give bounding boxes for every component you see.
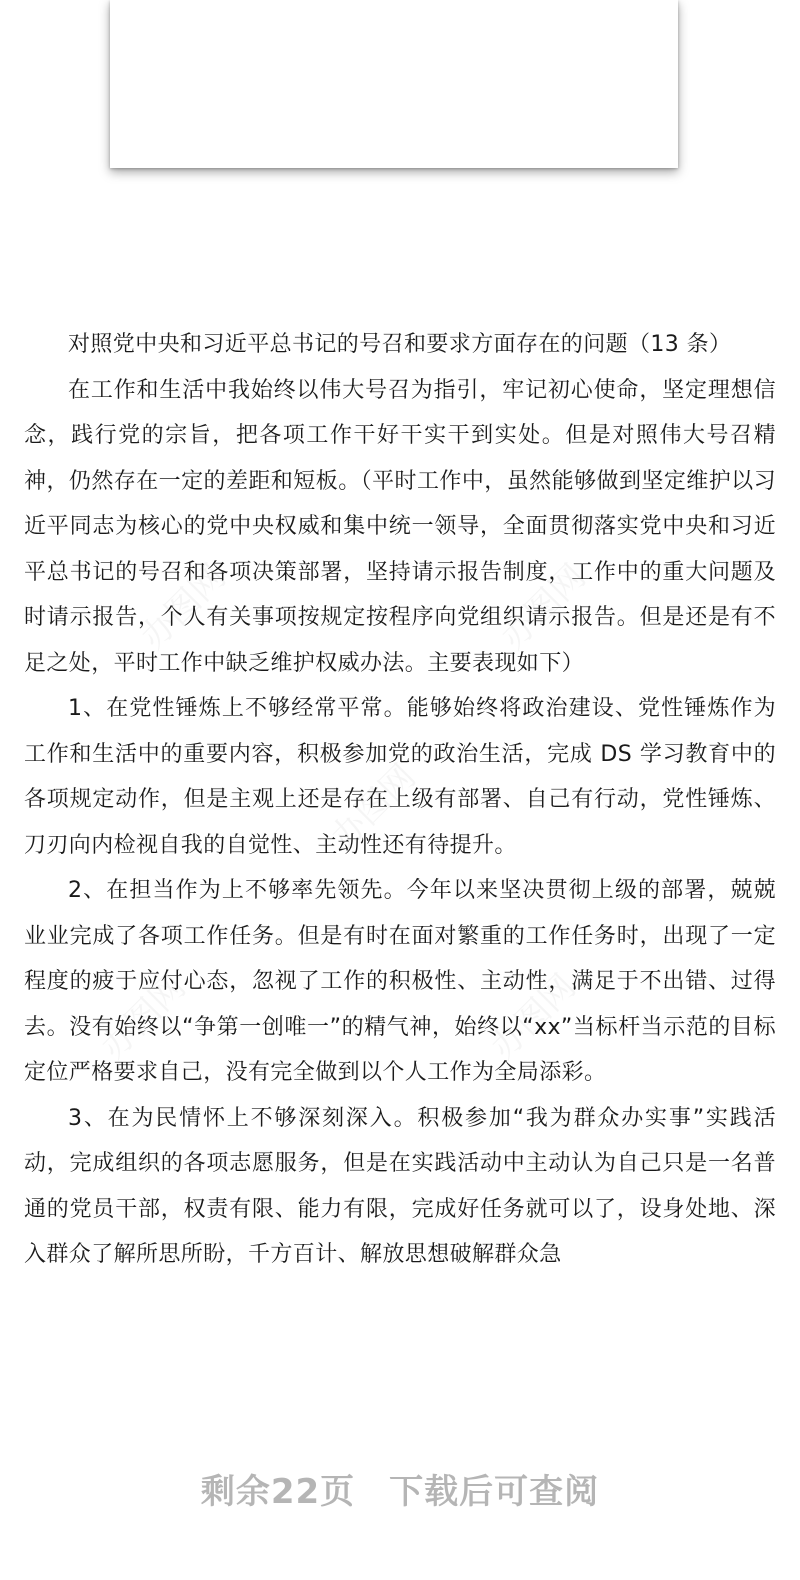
watermark: 办图网 [323, 756, 424, 858]
paragraph: 2、在担当作为上不够率先领先。今年以来坚决贯彻上级的部署，兢兢业业完成了各项工作任务。但是有时在面对繁重的工作任务时，出现了一定程度的疲于应付心态，忽视了工作的积极性、主动性，满足于不出错、过得去。没有始终以“争第一创唯一”的精气神，始终以“xx”当标杆当示范的目标定位严格要求自己，没有完全做到以个人工作为全局添彩。 [24, 878, 776, 1085]
document-title: 对照党中央和习近平总书记的号召和要求方面存在的问题（13 条） [68, 332, 732, 357]
document-body [24, 322, 776, 1278]
paragraph: 1、在党性锤炼上不够经常平常。能够始终将政治建设、党性锤炼作为工作和生活中的重要内容，积极参加党的政治生活，完成 DS 学习教育中的各项规定动作，但是主观上还是存在上级有部署、自己有行动，党性锤炼、刀刃向内检视自我的自觉性、主动性还有待提升。 [24, 696, 776, 858]
document-preview-card [110, 0, 678, 168]
paragraph: 在工作和生活中我始终以伟大号召为指引，牢记初心使命，坚定理想信念，践行党的宗旨，把各项工作干好干实干到实处。但是对照伟大号召精神，仍然存在一定的差距和短板。（平时工作中，虽然能够做到坚定维护以习近平同志为核心的党中央权威和集中统一领导，全面贯彻落实党中央和习近平总书记的号召和各项决策部署，坚持请示报告制度，工作中的重大问题及时请示报告，个人有关事项按规定按程序向党组织请示报告。但是还是有不足之处，平时工作中缺乏维护权威办法。主要表现如下） [24, 377, 776, 676]
download-banner[interactable] [0, 1462, 800, 1522]
paragraph: 3、在为民情怀上不够深刻深入。积极参加“我为群众办实事”实践活动，完成组织的各项志愿服务，但是在实践活动中主动认为自己只是一名普通的党员干部，权责有限、能力有限，完成好任务就可以了，设身处地、深入群众了解所思所盼，千方百计、解放思想破解群众急 [24, 1105, 776, 1267]
download-hint-text[interactable]: 下载后可查阅 [389, 1472, 600, 1512]
watermark: 办图网 [483, 966, 584, 1068]
watermark: 办图网 [493, 556, 594, 658]
remaining-pages-text: 剩余22页 [200, 1472, 356, 1512]
watermark: 办图网 [93, 966, 194, 1068]
watermark: 办图网 [133, 556, 234, 658]
